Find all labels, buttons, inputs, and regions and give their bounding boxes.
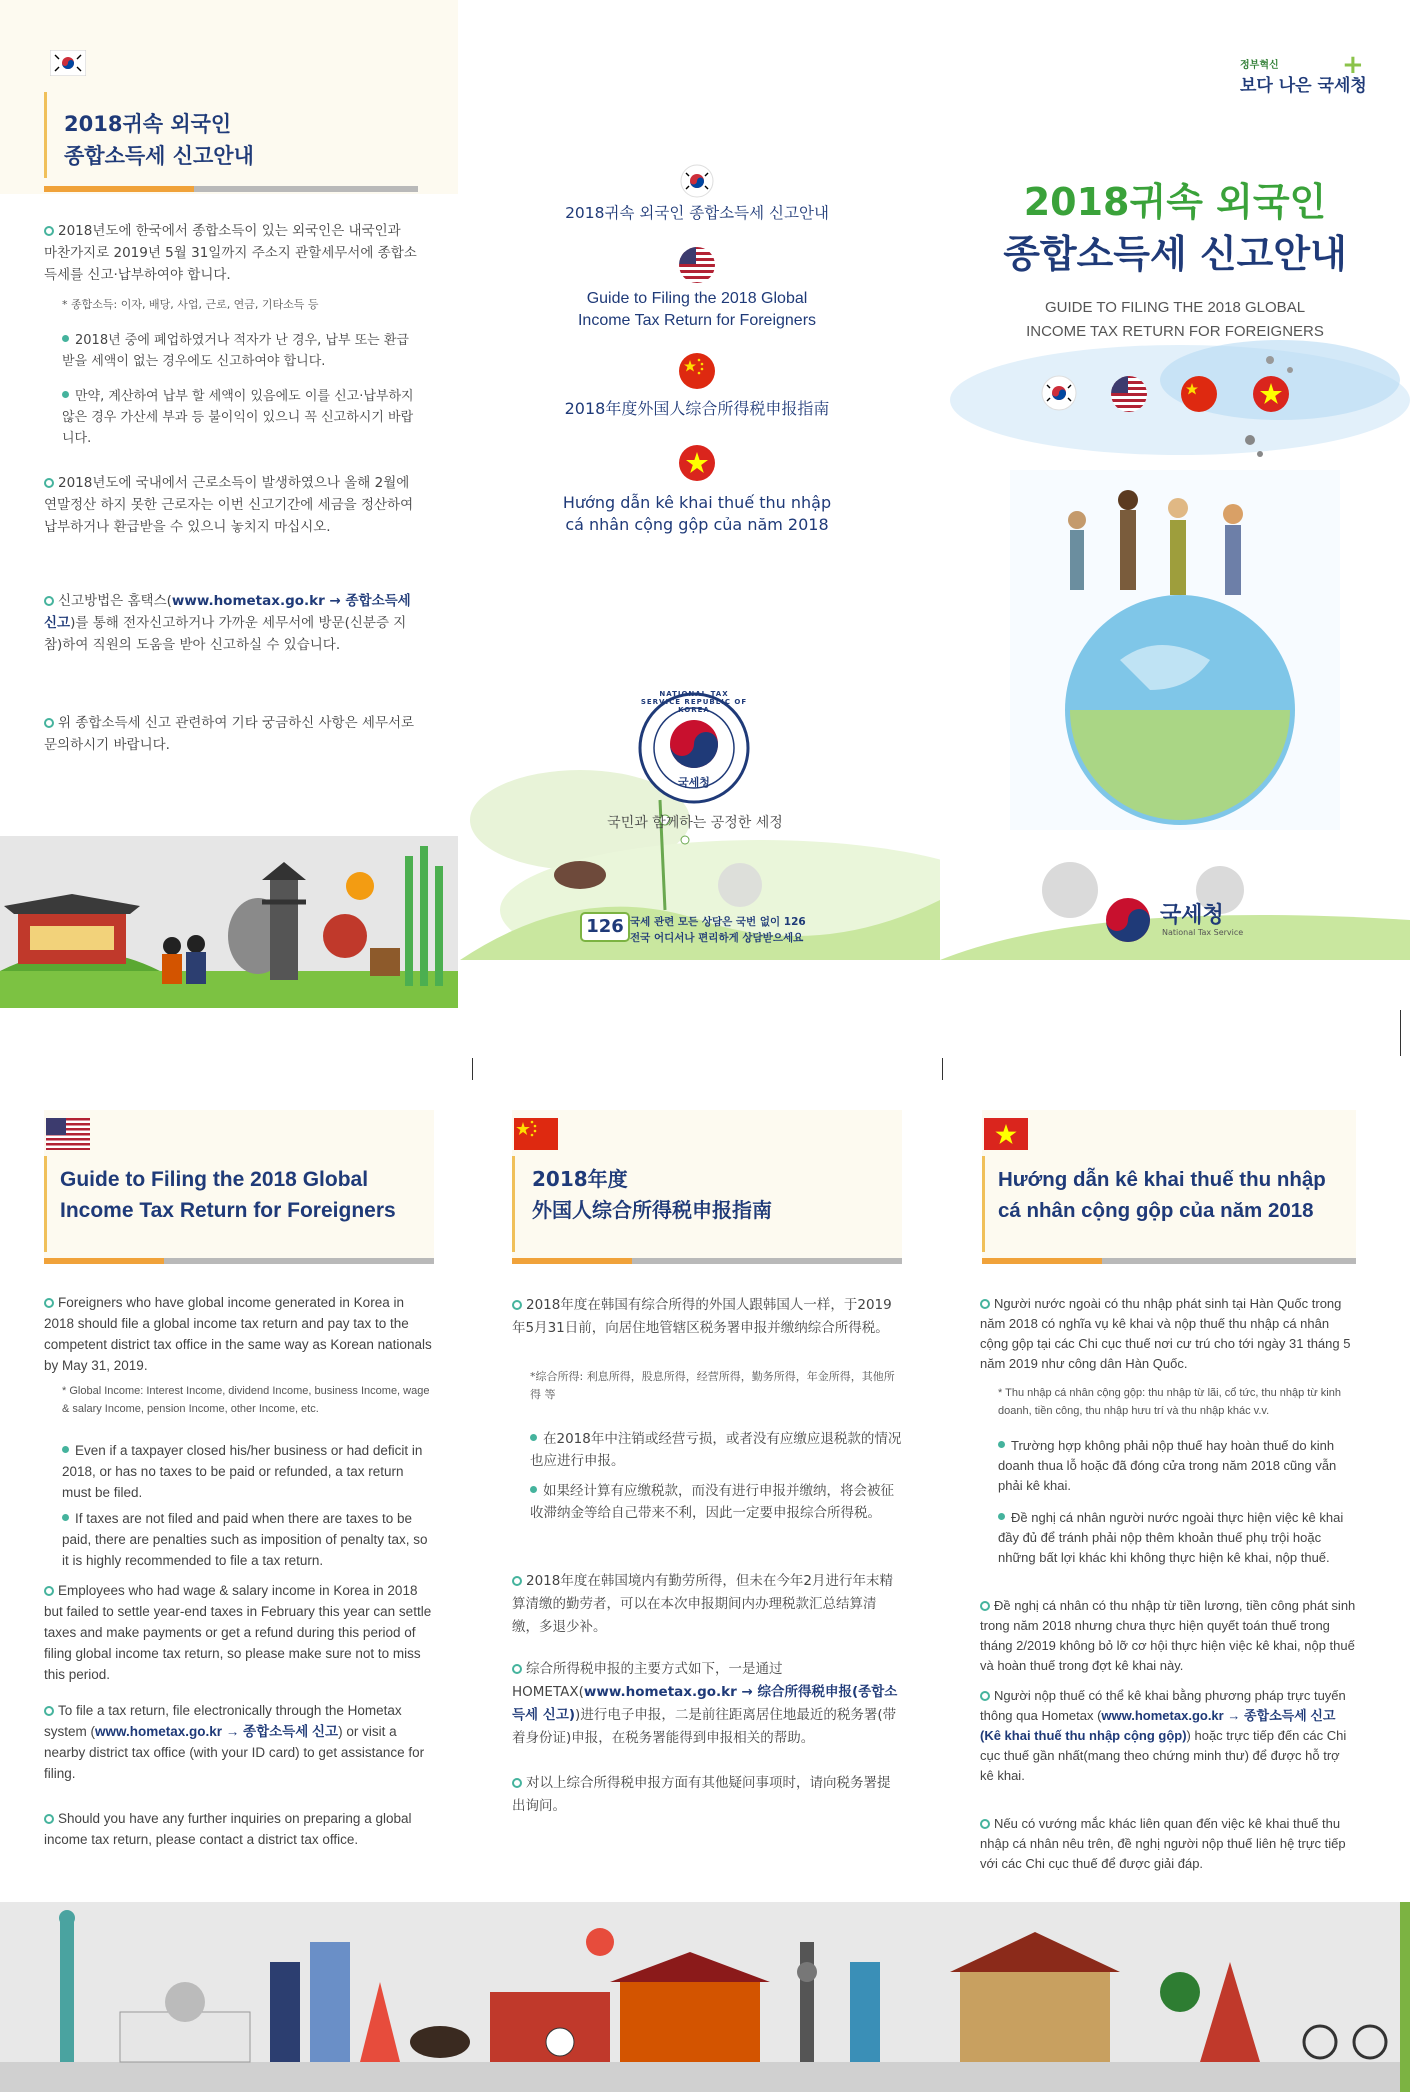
paragraph-1: 2018年度在韩国有综合所得的外国人跟韩国人一样，于2019年5月31日前，向居住地管辖区税务署申报并缴纳综合所得税。 — [512, 1297, 892, 1336]
call-line-2: 전국 어디서나 편리하게 상담받으세요 — [630, 932, 804, 944]
paragraph-2: Đề nghị cá nhân có thu nhập từ tiền lương, tiền công phát sinh trong năm 2018 nhưng chưa thực hiện quyết toán thuế trong tháng 2/2019 không bỏ lỡ cơ hội thực hiện việc kê khai, nộp thuế và hoàn thuế trong đợt kê khai này. — [980, 1598, 1356, 1673]
header-accent-line — [512, 1156, 515, 1252]
subitem-1: Trường hợp không phải nộp thuế hay hoàn thuế do kinh doanh thua lỗ hoặc đã đóng cửa trong năm 2018 cũng vẫn phải kê khai. — [998, 1438, 1337, 1493]
paragraph-1: 2018년도에 한국에서 종합소득이 있는 외국인은 내국인과 마찬가지로 2019년 5월 31일까지 주소지 관할세무서에 종합소득세를 신고·납부하여야 합니다. — [44, 223, 417, 283]
note-1: * Thu nhập cá nhân cộng gộp: thu nhập từ lãi, cổ tức, thu nhập từ kinh doanh, tiền công, thu nhập hưu trí và thu nhập khác v.v. — [998, 1387, 1341, 1417]
fold-mark — [942, 1058, 943, 1080]
china-flag-icon — [1180, 375, 1218, 413]
paragraph-1: Foreigners who have global income generated in Korea in 2018 should file a global income tax return and pay tax to the competent district tax office in the same way as Korean nationals by May 31, 2019. — [44, 1295, 432, 1373]
english-title: Guide to Filing the 2018 Global Income Tax Return for Foreigners — [60, 1168, 396, 1222]
divider-gray — [632, 1258, 902, 1264]
page-title: 2018귀속 외국인 종합소득세 신고안내 — [64, 112, 254, 168]
hometax-link[interactable]: www.hometax.go.kr → 종합소득세 신고(Kê khai thuế thu nhập cộng gộp) — [980, 1708, 1336, 1743]
cover-title-line-1: 2018귀속 외국인 — [1023, 180, 1327, 224]
header-accent-line — [44, 1156, 47, 1252]
note-1: * 종합소득: 이자, 배당, 사업, 근로, 연금, 기타소득 등 — [62, 298, 319, 311]
note-1: *综合所得: 利息所得，股息所得，经营所得，勤务所得，年金所得，其他所得 等 — [530, 1370, 895, 1401]
korea-landmarks-illustration — [0, 836, 458, 1008]
seal-label: 국세청 — [678, 776, 710, 789]
nts-logo-sub: National Tax Service — [1162, 928, 1244, 937]
cover-item-chinese: 2018年度外国人综合所得税申报指南 — [564, 399, 830, 418]
korea-flag-icon — [50, 50, 86, 76]
cover-item-korean: 2018귀속 외국인 종합소득세 신고안내 — [565, 204, 829, 222]
korea-flag-icon — [680, 164, 714, 198]
divider-orange — [512, 1258, 632, 1264]
cover-title — [960, 176, 1390, 280]
paragraph-3: To file a tax return, file electronically through the Hometax system (www.hometax.go.kr → 종합소득세 신고) or visit a nearby district tax office (with your ID card) to get assistance for filing. — [44, 1703, 425, 1781]
cover-subtitle: GUIDE TO FILING THE 2018 GLOBAL INCOME TAX RETURN FOR FOREIGNERS — [1026, 299, 1324, 340]
hometax-link[interactable]: www.hometax.go.kr → 종합소득세 신고 — [44, 593, 411, 631]
note-1: * Global Income: Interest Income, dividend Income, business Income, wage & salary Income, pension Income, other Income, etc. — [62, 1385, 430, 1415]
chinese-title: 2018年度 外国人综合所得税申报指南 — [532, 1167, 772, 1222]
subitem-1: 在2018年中注销或经营亏损，或者没有应缴应退税款的情况也应进行申报。 — [530, 1431, 902, 1469]
call-line-1: 국세 관련 모든 상담은 국번 없이 126 — [630, 916, 806, 928]
gov-logo-small: 정부혁신 — [1240, 60, 1279, 71]
nts-logo-label: 국세청 — [1160, 903, 1224, 928]
cover-item-english: Guide to Filing the 2018 Global Income Tax Return for Foreigners — [577, 290, 817, 329]
paragraph-3: 신고방법은 홈택스(www.hometax.go.kr → 종합소득세 신고)를 통해 전자신고하거나 가까운 세무서에 방문(신분증 지참)하여 직원의 도움을 받아 신고하실 수 있습니다. — [44, 593, 411, 653]
subitem-2: 만약, 계산하여 납부 할 세액이 있음에도 이를 신고·납부하지 않은 경우 가산세 부과 등 불이익이 있으니 꼭 신고하시기 바랍니다. — [62, 389, 414, 446]
divider-orange — [982, 1258, 1102, 1264]
vietnam-flag-icon — [1252, 375, 1290, 413]
plus-icon: + — [1342, 50, 1364, 80]
divider-orange — [44, 1258, 164, 1264]
paragraph-2: Employees who had wage & salary income in Korea in 2018 but failed to settle year-end taxes in February this year can settle taxes and make payments or get a refund during this period of filing global income tax return, so please make sure not to miss this period. — [44, 1583, 432, 1682]
divider-orange — [44, 186, 194, 192]
globe-people-illustration — [1010, 470, 1340, 830]
paragraph-3: Người nộp thuế có thể kê khai bằng phương pháp trực tuyến thông qua Hometax (www.hometax.go.kr → 종합소득세 신고(Kê khai thuế thu nhập cộng gộp)) hoặc trực tiếp đến các Chi cục thuế gần nhất(mang theo chứng minh thư) để được hỗ trợ kê khai. — [980, 1688, 1347, 1783]
world-landmarks-illustration — [0, 1902, 1410, 2092]
usa-flag-icon — [678, 246, 716, 284]
divider-gray — [164, 1258, 434, 1264]
paragraph-4: 对以上综合所得税申报方面有其他疑问事项时，请向税务署提出询问。 — [512, 1775, 891, 1814]
call-126-badge: 126 — [580, 912, 630, 942]
header-accent-line — [982, 1156, 985, 1252]
header-accent-line — [44, 92, 47, 178]
vietnamese-title: Hướng dẫn kê khai thuế thu nhập cá nhân cộng gộp của năm 2018 — [998, 1168, 1326, 1222]
slogan: 국민과 함께하는 공정한 세정 — [607, 815, 783, 831]
paragraph-4: Should you have any further inquiries on preparing a global income tax return, please contact a district tax office. — [44, 1811, 412, 1847]
subitem-2: 如果经计算有应缴税款，而没有进行申报并缴纳，将会被征收滞纳金等给自己带来不利，因此一定要申报综合所得税。 — [530, 1483, 894, 1521]
china-flag-icon — [514, 1118, 558, 1150]
paragraph-4: Nếu có vướng mắc khác liên quan đến việc kê khai thuế thu nhập cá nhân nêu trên, đề nghị người nộp thuế liên hệ trực tiếp với các Chi cục thuế để được giải đáp. — [980, 1816, 1346, 1871]
paragraph-1: Người nước ngoài có thu nhập phát sinh tại Hàn Quốc trong năm 2018 có nghĩa vụ kê khai và nộp thuế thu nhập cá nhân cộng gộp tại các Chi cục thuế nơi cư trú cho tới ngày 31 tháng 5 năm 2019 như công dân Hàn Quốc. — [980, 1296, 1351, 1371]
subitem-2: Đề nghị cá nhân người nước ngoài thực hiện việc kê khai đầy đủ để tránh phải nộp thêm khoản thuế phụ trội hoặc những bất lợi khác khi không thực hiện kê khai, nộp thuế. — [998, 1510, 1344, 1565]
subitem-2: If taxes are not filed and paid when there are taxes to be paid, there are penalties such as imposition of penalty tax, so it is highly recommended to file a tax return. — [62, 1511, 428, 1568]
seal-ring-text: NATIONAL TAX SERVICE REPUBLIC OF KOREA — [640, 690, 748, 714]
usa-flag-icon — [1110, 375, 1148, 413]
vietnam-flag-icon — [678, 444, 716, 482]
usa-flag-icon — [46, 1118, 90, 1150]
china-flag-icon — [678, 352, 716, 390]
gov-logo-big: 보다 나은 국세청 — [1240, 76, 1367, 96]
cover-item-vietnamese: Hướng dẫn kê khai thuế thu nhập cá nhân cộng gộp của năm 2018 — [562, 493, 832, 534]
subitem-1: 2018년 중에 폐업하였거나 적자가 난 경우, 납부 또는 환급받을 세액이 없는 경우에도 신고하여야 합니다. — [62, 333, 409, 369]
divider-gray — [194, 186, 418, 192]
nts-logo-icon — [1104, 896, 1152, 944]
subitem-1: Even if a taxpayer closed his/her business or had deficit in 2018, or has no taxes to be paid or refunded, a tax return must be filed. — [62, 1443, 423, 1500]
vietnam-flag-icon — [984, 1118, 1028, 1150]
paragraph-2: 2018년도에 국내에서 근로소득이 발생하였으나 올해 2월에 연말정산 하지 못한 근로자는 이번 신고기간에 세금을 정산하여 납부하거나 환급받을 수 있으니 놓치지 마십시오. — [44, 475, 414, 535]
korea-flag-icon — [1041, 375, 1077, 411]
hometax-link[interactable]: www.hometax.go.kr → 综合所得税申报(종합소득세 신고) — [512, 1684, 898, 1723]
divider-gray — [1102, 1258, 1356, 1264]
fold-mark — [1400, 1010, 1401, 1056]
hometax-link[interactable]: www.hometax.go.kr → 종합소득세 신고 — [95, 1724, 339, 1739]
paragraph-4: 위 종합소득세 신고 관련하여 기타 궁금하신 사항은 세무서로 문의하시기 바랍니다. — [44, 715, 415, 753]
fold-mark — [472, 1058, 473, 1080]
paragraph-2: 2018年度在韩国境内有勤劳所得，但未在今年2月进行年末精算清缴的勤劳者，可以在本次申报期间内办理税款汇总结算清缴，多退少补。 — [512, 1573, 893, 1635]
paragraph-3: 综合所得税申报的主要方式如下，一是通过HOMETAX(www.hometax.go.kr → 综合所得税申报(종합소득세 신고))进行电子申报，二是前往距离居住地最近的税务署(带着身份证)申报，在税务署能得到申报相关的帮助。 — [512, 1661, 898, 1746]
cover-title-line-2: 종합소득세 신고안내 — [1003, 232, 1347, 276]
